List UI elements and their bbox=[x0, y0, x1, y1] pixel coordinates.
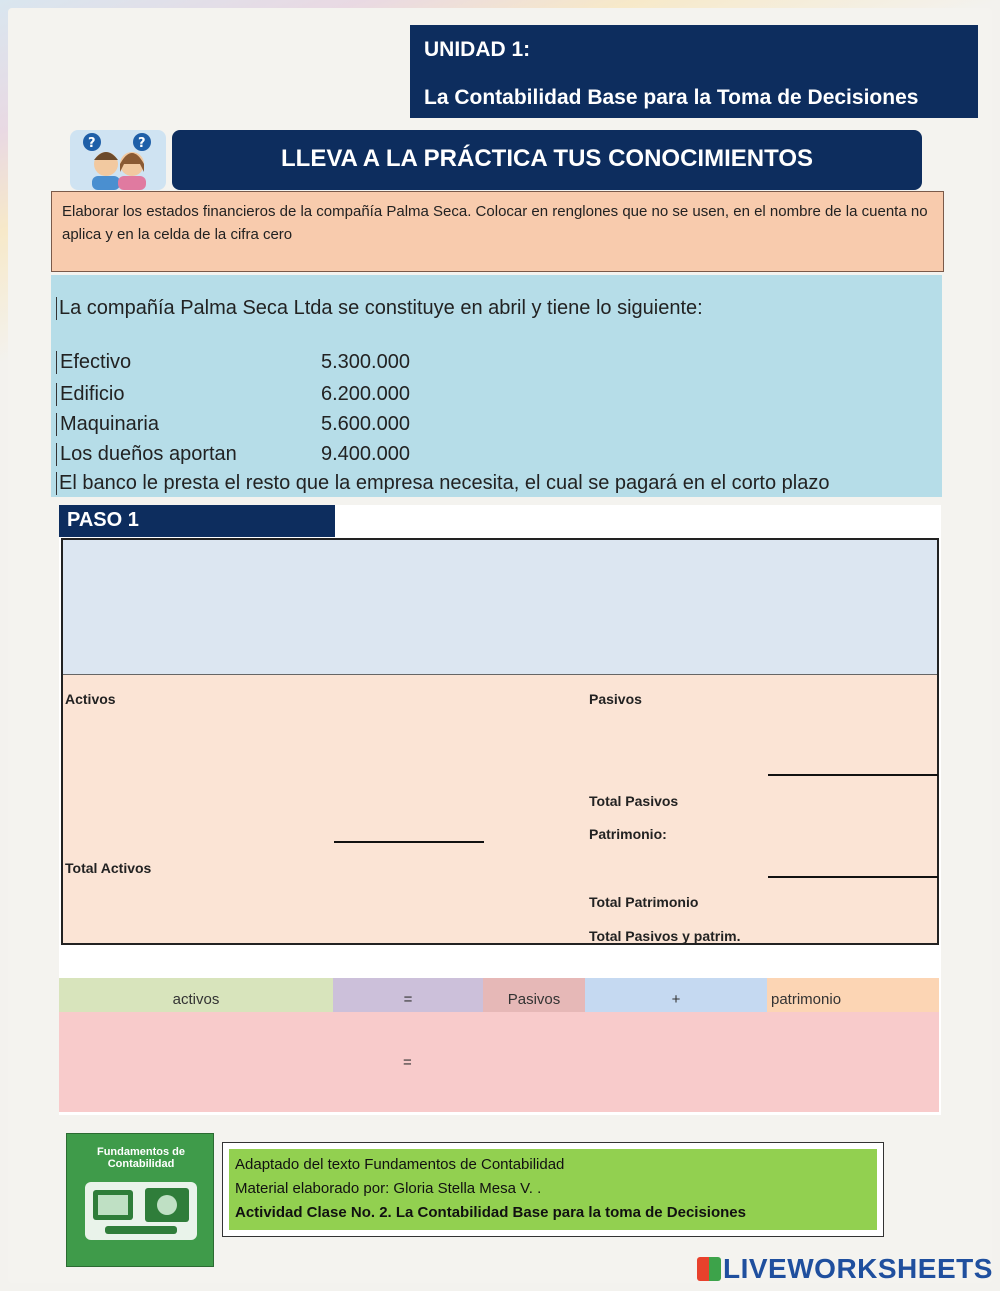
credit-line-3: Actividad Clase No. 2. La Contabilidad Base para la toma de Decisiones bbox=[235, 1204, 746, 1221]
eq-result-equals: = bbox=[403, 1054, 412, 1071]
svg-text:?: ? bbox=[88, 136, 96, 151]
balance-sheet-body bbox=[63, 675, 937, 943]
credit-line-1: Adaptado del texto Fundamentos de Contabilidad bbox=[235, 1156, 565, 1173]
item-row bbox=[56, 383, 410, 406]
credit-line-2: Material elaborado por: Gloria Stella Mesa V. . bbox=[235, 1180, 542, 1197]
item-value: 9.400.000 bbox=[321, 443, 410, 465]
svg-text:?: ? bbox=[138, 136, 146, 151]
total-patrimonio-label: Total Patrimonio bbox=[589, 894, 699, 910]
unit-label: UNIDAD 1: bbox=[424, 38, 531, 61]
credits-inner bbox=[229, 1149, 877, 1230]
problem-final: El banco le presta el resto que la empresa necesita, el cual se pagará en el corto plazo bbox=[56, 472, 829, 495]
activos-label: Activos bbox=[65, 691, 116, 707]
item-label: Edificio bbox=[60, 383, 125, 405]
unit-header bbox=[410, 25, 978, 118]
book-illustration bbox=[85, 1182, 197, 1240]
eq-activos: activos bbox=[59, 978, 333, 1012]
equation-result-row[interactable] bbox=[59, 1012, 939, 1112]
total-pasivos-label: Total Pasivos bbox=[589, 793, 679, 809]
total-patrimonio-line bbox=[768, 876, 938, 878]
book-title bbox=[67, 1146, 215, 1170]
eq-plus: + bbox=[585, 978, 767, 1012]
item-row bbox=[56, 413, 410, 436]
paso-title: PASO 1 bbox=[59, 505, 335, 537]
total-pasivos-line bbox=[768, 774, 938, 776]
credits-box bbox=[222, 1142, 884, 1237]
total-activos-label: Total Activos bbox=[65, 860, 152, 876]
item-value: 5.300.000 bbox=[321, 351, 410, 373]
book-cover bbox=[66, 1133, 214, 1267]
balance-sheet bbox=[61, 538, 939, 945]
students-question-icon bbox=[70, 130, 166, 190]
pasivos-label: Pasivos bbox=[589, 691, 642, 707]
liveworksheets-logo-icon bbox=[697, 1257, 721, 1281]
logo-text: LIVEWORKSHEETS bbox=[723, 1253, 993, 1284]
eq-equals: = bbox=[333, 978, 483, 1012]
book-title-line1: Fundamentos de bbox=[96, 1146, 185, 1158]
unit-title: La Contabilidad Base para la Toma de Decisiones bbox=[424, 86, 919, 109]
problem-intro: La compañía Palma Seca Ltda se constituye en abril y tiene lo siguiente: bbox=[56, 297, 703, 320]
item-value: 6.200.000 bbox=[321, 383, 410, 405]
total-activos-line bbox=[334, 841, 484, 843]
item-row bbox=[56, 351, 410, 374]
problem-statement bbox=[51, 275, 942, 497]
book-title-line2: Contabilidad bbox=[107, 1158, 175, 1170]
patrimonio-label: Patrimonio: bbox=[589, 826, 667, 842]
item-value: 5.600.000 bbox=[321, 413, 410, 435]
eq-pasivos: Pasivos bbox=[483, 978, 585, 1012]
eq-patrimonio: patrimonio bbox=[767, 978, 939, 1012]
instructions-box: Elaborar los estados financieros de la compañía Palma Seca. Colocar en renglones que no se usen, en el nombre de la cuenta no aplica y en la celda de la cifra cero bbox=[51, 191, 944, 272]
item-label: Efectivo bbox=[60, 351, 132, 373]
item-label: Maquinaria bbox=[60, 413, 159, 435]
accounting-equation bbox=[59, 978, 939, 1012]
item-row bbox=[56, 443, 410, 466]
answer-drop-area[interactable] bbox=[63, 540, 937, 675]
liveworksheets-logo bbox=[697, 1253, 993, 1287]
item-label: Los dueños aportan bbox=[60, 443, 237, 465]
practice-banner: LLEVA A LA PRÁCTICA TUS CONOCIMIENTOS bbox=[172, 130, 922, 190]
total-pasivos-patrim-label: Total Pasivos y patrim. bbox=[589, 928, 741, 944]
